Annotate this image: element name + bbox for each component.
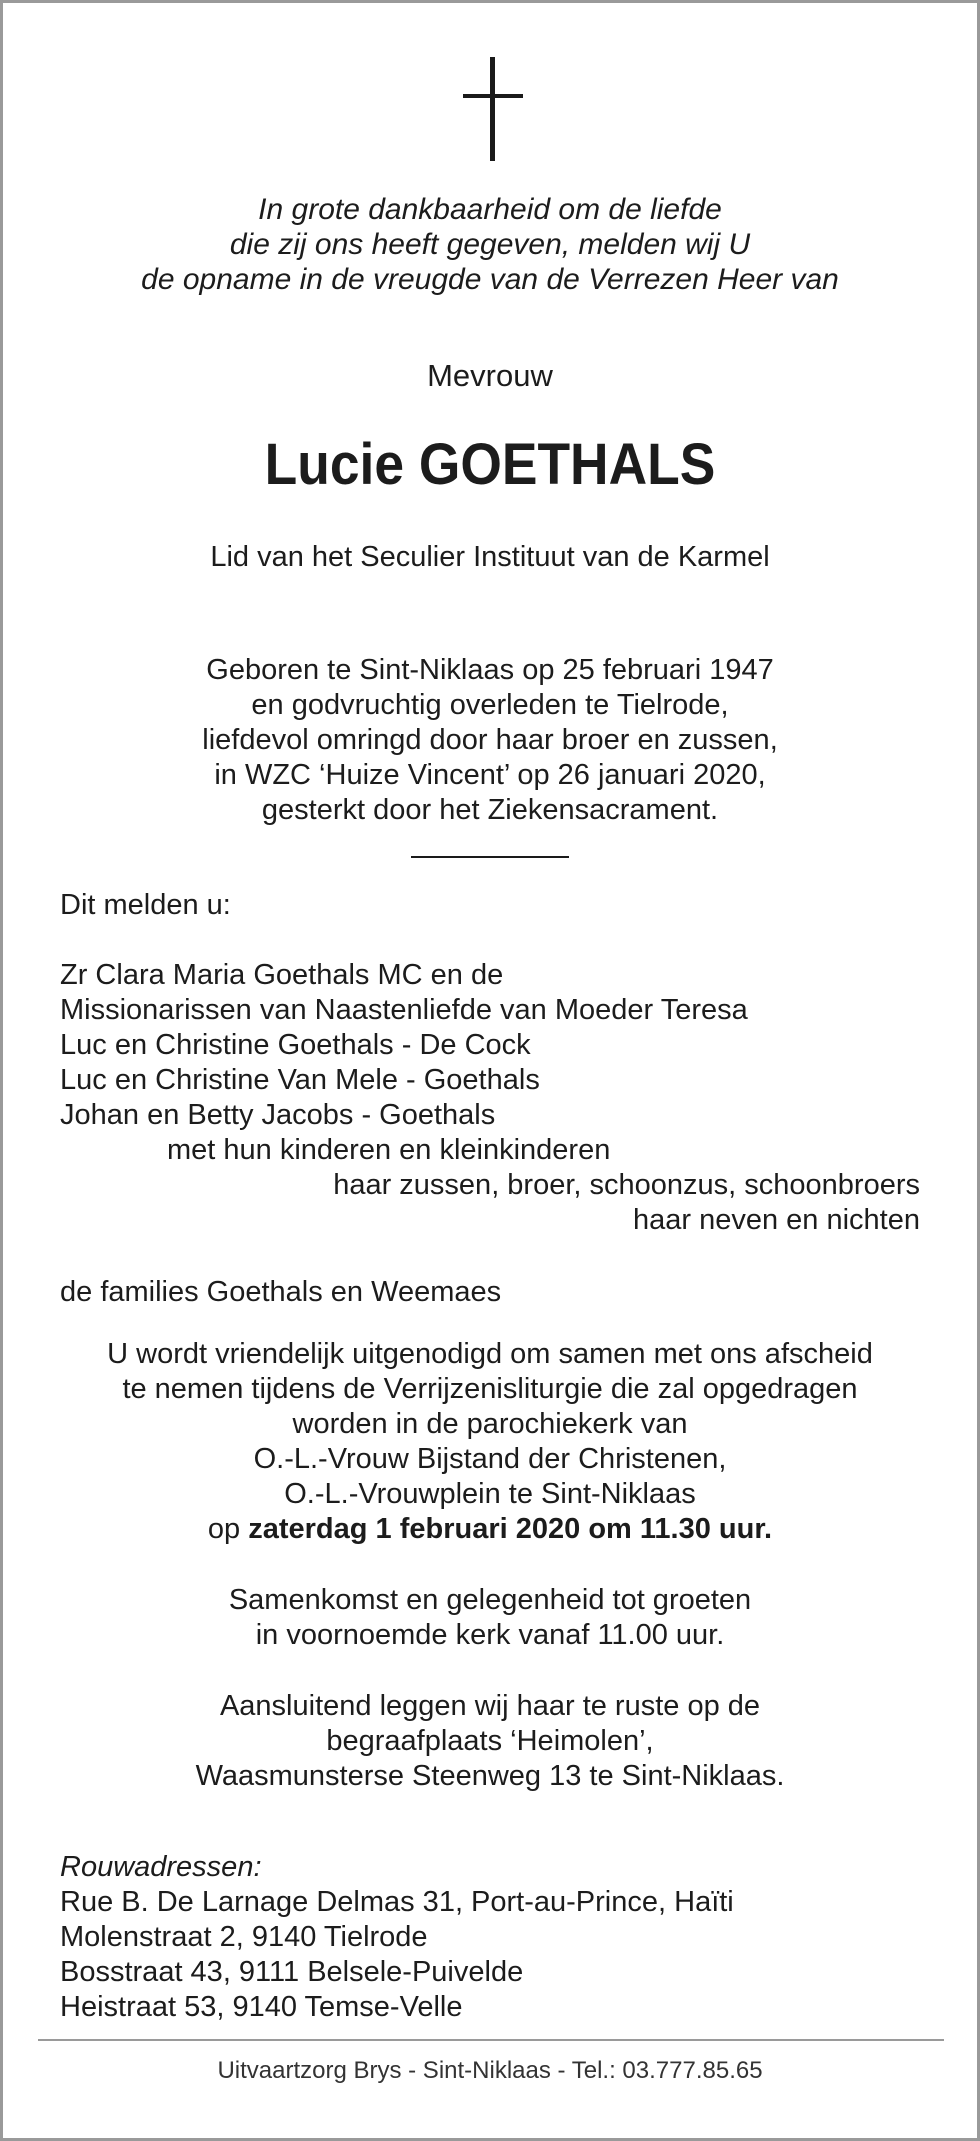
membership-text: Lid van het Seculier Instituut van de Karmel (210, 541, 770, 573)
intro-line: In grote dankbaarheid om de liefde (258, 193, 722, 226)
family-list (60, 958, 920, 1238)
addresses-title: Rouwadressen: (60, 1851, 262, 1883)
invitation-line: O.-L.-Vrouw Bijstand der Christenen, (253, 1443, 727, 1475)
birth-death-text (3, 653, 977, 828)
intro-text (3, 192, 977, 297)
invitation-line: worden in de parochiekerk van (292, 1408, 688, 1440)
intro-line: de opname in de vreugde van de Verrezen Heer van (141, 263, 839, 296)
burial-line: Aansluitend leggen wij haar te ruste op de (219, 1690, 761, 1722)
intro-line: die zij ons heeft gegeven, melden wij U (229, 228, 751, 261)
address-line: Molenstraat 2, 9140 Tielrode (60, 1921, 428, 1953)
footer-divider (38, 2039, 944, 2041)
family-name: Luc en Christine Goethals - De Cock (60, 1029, 531, 1061)
gathering-line: Samenkomst en gelegenheid tot groeten (228, 1584, 752, 1616)
addresses-block (60, 1850, 734, 2025)
family-name: Missionarissen van Naastenliefde van Moeder Teresa (60, 994, 748, 1026)
invitation-line: O.-L.-Vrouwplein te Sint-Niklaas (284, 1478, 696, 1510)
burial-line: begraafplaats ‘Heimolen’, (326, 1725, 654, 1757)
address-line: Heistraat 53, 9140 Temse-Velle (60, 1991, 463, 2023)
birth-death-line: gesterkt door het Ziekensacrament. (261, 794, 719, 826)
family-name: Zr Clara Maria Goethals MC en de (60, 959, 504, 991)
gathering-text (3, 1583, 977, 1653)
family-siblings: haar zussen, broer, schoonzus, schoonbroers (333, 1169, 920, 1201)
burial-text (3, 1689, 977, 1794)
invitation-text (3, 1337, 977, 1547)
address-line: Rue B. De Larnage Delmas 31, Port-au-Prince, Haïti (60, 1886, 734, 1918)
birth-death-line: liefdevol omringd door haar broer en zussen, (202, 724, 778, 756)
title-prefix: Mevrouw (427, 358, 553, 393)
gathering-line: in voornoemde kerk vanaf 11.00 uur. (255, 1619, 725, 1651)
announce-label: Dit melden u: (60, 889, 231, 921)
deceased-name: Lucie GOETHALS (264, 432, 716, 497)
family-name: Luc en Christine Van Mele - Goethals (60, 1064, 540, 1096)
service-date: zaterdag 1 februari 2020 om 11.30 uur. (248, 1513, 773, 1545)
divider (411, 856, 569, 858)
family-name: Johan en Betty Jacobs - Goethals (60, 1099, 496, 1131)
burial-line: Waasmunsterse Steenweg 13 te Sint-Niklaas. (195, 1760, 785, 1792)
family-children: met hun kinderen en kleinkinderen (167, 1134, 611, 1166)
birth-death-line: en godvruchtig overleden te Tielrode, (251, 689, 729, 721)
funeral-home-footer: Uitvaartzorg Brys - Sint-Niklaas - Tel.: 03.777.85.65 (217, 2057, 763, 2084)
birth-death-line: Geboren te Sint-Niklaas op 25 februari 1947 (206, 654, 774, 686)
birth-death-line: in WZC ‘Huize Vincent’ op 26 januari 2020, (214, 759, 766, 791)
invitation-line: U wordt vriendelijk uitgenodigd om samen met ons afscheid (107, 1338, 873, 1370)
address-line: Bosstraat 43, 9111 Belsele-Puivelde (60, 1956, 524, 1988)
families-text: de families Goethals en Weemaes (60, 1276, 502, 1308)
cross-icon (463, 57, 523, 161)
family-cousins: haar neven en nichten (633, 1204, 920, 1236)
service-prefix: op (207, 1513, 249, 1545)
service-line (3, 1512, 977, 1547)
invitation-line: te nemen tijdens de Verrijzenisliturgie die zal opgedragen (122, 1373, 858, 1405)
